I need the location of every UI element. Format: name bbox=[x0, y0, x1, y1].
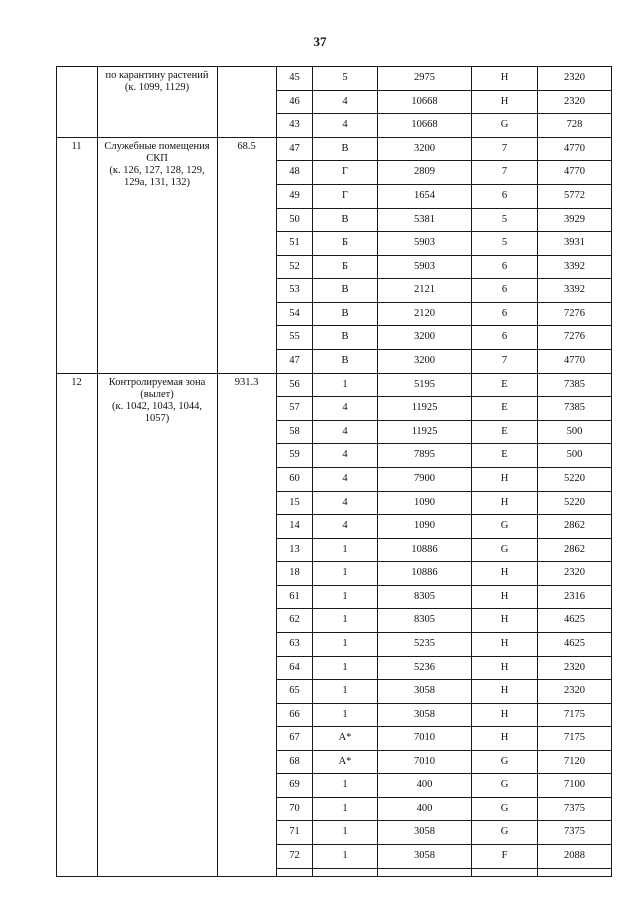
cell-value: 3392 bbox=[564, 260, 585, 272]
cell-point-number: 54 bbox=[289, 307, 300, 319]
cell-value: 7375 bbox=[564, 802, 585, 814]
cell-value: 7375 bbox=[564, 826, 585, 837]
cell-point-number: 13 bbox=[289, 543, 300, 555]
cell-distance: 5195 bbox=[414, 378, 435, 390]
cell-point-number: 68 bbox=[289, 755, 300, 767]
cell-value: 4625 bbox=[564, 638, 585, 649]
cell-point-number: 60 bbox=[289, 473, 300, 484]
cell-value: 7276 bbox=[564, 331, 585, 342]
row-rule bbox=[276, 608, 612, 609]
cell-category: Б bbox=[341, 260, 349, 272]
cell-value: 4625 bbox=[564, 614, 585, 625]
cell-point-number: 65 bbox=[289, 685, 300, 696]
cell-zone: 6 bbox=[501, 284, 508, 295]
cell-distance: 2809 bbox=[414, 166, 435, 177]
cell-distance: 400 bbox=[416, 802, 433, 814]
cell-point-number: 49 bbox=[289, 190, 300, 201]
cell-distance: 7010 bbox=[414, 732, 435, 743]
group-rule bbox=[56, 137, 612, 138]
cell-value: 3929 bbox=[564, 213, 585, 225]
cell-category: 5 bbox=[342, 72, 348, 83]
cell-distance: 3058 bbox=[414, 850, 435, 861]
cell-point-number: 59 bbox=[289, 449, 300, 460]
column-rule bbox=[217, 66, 218, 876]
cell-zone: 6 bbox=[501, 307, 508, 319]
cell-zone: G bbox=[500, 755, 509, 767]
table-top-rule bbox=[56, 66, 612, 67]
cell-value: 7175 bbox=[564, 708, 585, 720]
cell-value: 2320 bbox=[564, 567, 585, 578]
cell-zone: 7 bbox=[501, 142, 508, 154]
cell-value: 2320 bbox=[564, 72, 585, 83]
cell-distance: 11925 bbox=[411, 402, 438, 413]
cell-value: 4770 bbox=[564, 355, 585, 366]
cell-category: 4 bbox=[342, 119, 348, 130]
cell-point-number: 52 bbox=[289, 260, 300, 272]
cell-point-number: 47 bbox=[289, 355, 300, 366]
cell-zone: H bbox=[500, 732, 509, 743]
cell-category: 1 bbox=[342, 708, 348, 720]
cell-point-number: 57 bbox=[289, 402, 300, 413]
cell-point-number: 43 bbox=[289, 119, 300, 130]
row-rule bbox=[276, 514, 612, 515]
cell-zone: 7 bbox=[501, 166, 508, 177]
cell-category: 1 bbox=[342, 590, 348, 602]
cell-zone: H bbox=[500, 473, 509, 484]
column-rule bbox=[377, 66, 378, 876]
row-rule bbox=[276, 726, 612, 727]
cell-point-number: 45 bbox=[289, 72, 300, 83]
cell-category: 1 bbox=[342, 661, 348, 673]
cell-value: 2088 bbox=[564, 850, 585, 861]
row-rule bbox=[276, 255, 612, 256]
cell-distance: 5903 bbox=[414, 237, 435, 248]
cell-category: 1 bbox=[342, 638, 348, 649]
row-rule bbox=[276, 396, 612, 397]
cell-zone: 7 bbox=[501, 355, 508, 366]
group-name: Контролируемая зона (вылет) (к. 1042, 1043, 1044, 1057) bbox=[108, 377, 206, 424]
column-rule bbox=[312, 66, 313, 876]
cell-zone: 5 bbox=[501, 213, 508, 225]
cell-zone: H bbox=[500, 567, 509, 578]
column-rule bbox=[537, 66, 538, 876]
cell-zone: E bbox=[501, 378, 508, 390]
cell-category: 4 bbox=[342, 402, 348, 413]
group-area: 931.3 bbox=[234, 377, 259, 388]
cell-category: 4 bbox=[342, 449, 348, 460]
cell-category: 1 bbox=[342, 802, 348, 814]
cell-distance: 1090 bbox=[414, 496, 435, 508]
group-rule bbox=[56, 373, 612, 374]
cell-category: А* bbox=[338, 755, 352, 767]
cell-zone: F bbox=[501, 850, 508, 861]
cell-value: 7385 bbox=[564, 402, 585, 413]
cell-category: 4 bbox=[342, 425, 348, 437]
cell-distance: 5381 bbox=[414, 213, 435, 225]
cell-zone: 6 bbox=[501, 331, 508, 342]
row-rule bbox=[276, 585, 612, 586]
cell-zone: 6 bbox=[501, 260, 508, 272]
cell-category: 1 bbox=[342, 826, 348, 837]
cell-point-number: 69 bbox=[289, 779, 300, 790]
cell-category: Г bbox=[341, 166, 349, 177]
cell-point-number: 67 bbox=[289, 732, 300, 743]
cell-value: 4770 bbox=[564, 142, 585, 154]
row-rule bbox=[276, 656, 612, 657]
column-rule bbox=[56, 66, 57, 876]
cell-point-number: 48 bbox=[289, 166, 300, 177]
cell-value: 3392 bbox=[564, 284, 585, 295]
cell-category: 4 bbox=[342, 520, 348, 531]
row-rule bbox=[276, 703, 612, 704]
cell-zone: E bbox=[501, 425, 508, 437]
row-rule bbox=[276, 278, 612, 279]
cell-zone: G bbox=[500, 543, 509, 555]
cell-value: 4770 bbox=[564, 166, 585, 177]
cell-category: В bbox=[341, 331, 349, 342]
cell-value: 5220 bbox=[564, 473, 585, 484]
cell-value: 728 bbox=[566, 119, 583, 130]
row-rule bbox=[276, 820, 612, 821]
row-rule bbox=[276, 561, 612, 562]
cell-zone: G bbox=[500, 779, 509, 790]
row-rule bbox=[276, 844, 612, 845]
row-rule bbox=[276, 797, 612, 798]
cell-value: 7175 bbox=[564, 732, 585, 743]
cell-zone: H bbox=[500, 661, 509, 673]
cell-distance: 1654 bbox=[414, 190, 435, 201]
cell-zone: G bbox=[500, 520, 509, 531]
cell-category: В bbox=[341, 213, 349, 225]
cell-value: 2320 bbox=[564, 661, 585, 673]
cell-distance: 5236 bbox=[414, 661, 435, 673]
cell-category: 1 bbox=[342, 685, 348, 696]
cell-distance: 3200 bbox=[414, 331, 435, 342]
cell-zone: G bbox=[500, 826, 509, 837]
cell-category: В bbox=[341, 284, 349, 295]
cell-category: 1 bbox=[342, 567, 348, 578]
cell-value: 7120 bbox=[564, 755, 585, 767]
cell-category: 1 bbox=[342, 779, 348, 790]
cell-zone: H bbox=[500, 614, 509, 625]
cell-zone: H bbox=[500, 590, 509, 602]
cell-zone: E bbox=[501, 449, 508, 460]
cell-distance: 3200 bbox=[414, 355, 435, 366]
cell-distance: 2121 bbox=[414, 284, 435, 295]
cell-point-number: 53 bbox=[289, 284, 300, 295]
cell-distance: 11925 bbox=[411, 425, 438, 437]
group-name: по карантину растений (к. 1099, 1129) bbox=[105, 70, 209, 93]
row-rule bbox=[276, 113, 612, 114]
cell-point-number: 14 bbox=[289, 520, 300, 531]
group-name: Служебные помещения СКП (к. 126, 127, 128, 129, 129а, 131, 132) bbox=[104, 141, 210, 188]
row-rule bbox=[276, 750, 612, 751]
cell-distance: 2975 bbox=[414, 72, 435, 83]
cell-category: 1 bbox=[342, 850, 348, 861]
cell-value: 500 bbox=[566, 449, 583, 460]
cell-category: 4 bbox=[342, 473, 348, 484]
cell-category: 1 bbox=[342, 614, 348, 625]
cell-category: В bbox=[341, 355, 349, 366]
cell-distance: 10668 bbox=[411, 95, 438, 107]
cell-value: 7385 bbox=[564, 378, 585, 390]
cell-point-number: 15 bbox=[289, 496, 300, 508]
cell-category: В bbox=[341, 142, 349, 154]
cell-distance: 10886 bbox=[411, 567, 438, 578]
cell-category: А* bbox=[338, 732, 352, 743]
cell-point-number: 51 bbox=[289, 237, 300, 248]
row-rule bbox=[276, 467, 612, 468]
cell-distance: 7900 bbox=[414, 473, 435, 484]
cell-distance: 5235 bbox=[414, 638, 435, 649]
cell-distance: 3058 bbox=[414, 685, 435, 696]
cell-distance: 2120 bbox=[414, 307, 435, 319]
cell-point-number: 71 bbox=[289, 826, 300, 837]
cell-distance: 7010 bbox=[414, 755, 435, 767]
cell-point-number: 47 bbox=[289, 142, 300, 154]
row-rule bbox=[276, 231, 612, 232]
cell-distance: 1090 bbox=[414, 520, 435, 531]
page-number: 37 bbox=[313, 34, 327, 49]
cell-point-number: 62 bbox=[289, 614, 300, 625]
row-rule bbox=[276, 632, 612, 633]
row-rule bbox=[276, 208, 612, 209]
cell-distance: 7895 bbox=[414, 449, 435, 460]
cell-category: 4 bbox=[342, 496, 348, 508]
cell-value: 5220 bbox=[564, 496, 585, 508]
cell-category: 4 bbox=[342, 95, 348, 107]
cell-point-number: 58 bbox=[289, 425, 300, 437]
cell-value: 2320 bbox=[564, 95, 585, 107]
cell-point-number: 72 bbox=[289, 850, 300, 861]
cell-value: 7100 bbox=[564, 779, 585, 790]
cell-point-number: 64 bbox=[289, 661, 300, 673]
group-index: 12 bbox=[71, 377, 82, 388]
cell-value: 2316 bbox=[564, 590, 585, 602]
cell-point-number: 18 bbox=[289, 567, 300, 578]
cell-distance: 3200 bbox=[414, 142, 435, 154]
row-rule bbox=[276, 773, 612, 774]
cell-point-number: 50 bbox=[289, 213, 300, 225]
row-rule bbox=[276, 90, 612, 91]
cell-point-number: 66 bbox=[289, 708, 300, 720]
column-rule bbox=[471, 66, 472, 876]
row-rule bbox=[276, 302, 612, 303]
cell-zone: H bbox=[500, 685, 509, 696]
row-rule bbox=[276, 160, 612, 161]
cell-point-number: 63 bbox=[289, 638, 300, 649]
cell-value: 7276 bbox=[564, 307, 585, 319]
row-rule bbox=[276, 679, 612, 680]
cell-zone: 5 bbox=[501, 237, 508, 248]
column-rule bbox=[276, 66, 277, 876]
cell-zone: H bbox=[500, 638, 509, 649]
cell-category: В bbox=[341, 307, 349, 319]
row-rule bbox=[276, 349, 612, 350]
row-rule bbox=[276, 491, 612, 492]
cell-category: Г bbox=[341, 190, 349, 201]
cell-zone: H bbox=[500, 95, 509, 107]
cell-zone: H bbox=[500, 496, 509, 508]
cell-value: 3931 bbox=[564, 237, 585, 248]
cell-category: 1 bbox=[342, 378, 348, 390]
row-rule bbox=[276, 538, 612, 539]
cell-distance: 3058 bbox=[414, 826, 435, 837]
cell-distance: 3058 bbox=[414, 708, 435, 720]
cell-distance: 8305 bbox=[414, 590, 435, 602]
cell-value: 2320 bbox=[564, 685, 585, 696]
cell-zone: 6 bbox=[501, 190, 508, 201]
cell-distance: 8305 bbox=[414, 614, 435, 625]
row-rule bbox=[276, 420, 612, 421]
cell-point-number: 46 bbox=[289, 95, 300, 107]
row-rule bbox=[276, 325, 612, 326]
cell-point-number: 56 bbox=[289, 378, 300, 390]
cell-category: 1 bbox=[342, 543, 348, 555]
row-rule bbox=[276, 443, 612, 444]
cell-point-number: 70 bbox=[289, 802, 300, 814]
cell-value: 500 bbox=[566, 425, 583, 437]
cell-zone: E bbox=[501, 402, 508, 413]
row-rule bbox=[276, 184, 612, 185]
cell-point-number: 61 bbox=[289, 590, 300, 602]
cell-distance: 10668 bbox=[411, 119, 438, 130]
cell-point-number: 55 bbox=[289, 331, 300, 342]
table-bottom-rule bbox=[56, 876, 612, 877]
cell-value: 2862 bbox=[564, 543, 585, 555]
cell-zone: H bbox=[500, 708, 509, 720]
cell-distance: 400 bbox=[416, 779, 433, 790]
cell-zone: G bbox=[500, 119, 509, 130]
row-rule bbox=[276, 868, 612, 869]
cell-category: Б bbox=[341, 237, 349, 248]
cell-distance: 10886 bbox=[411, 543, 438, 555]
cell-value: 2862 bbox=[564, 520, 585, 531]
column-rule bbox=[611, 66, 612, 876]
cell-value: 5772 bbox=[564, 190, 585, 201]
cell-distance: 5903 bbox=[414, 260, 435, 272]
cell-zone: H bbox=[500, 72, 509, 83]
group-index: 11 bbox=[71, 141, 82, 152]
group-area: 68.5 bbox=[237, 141, 256, 152]
cell-zone: G bbox=[500, 802, 509, 814]
